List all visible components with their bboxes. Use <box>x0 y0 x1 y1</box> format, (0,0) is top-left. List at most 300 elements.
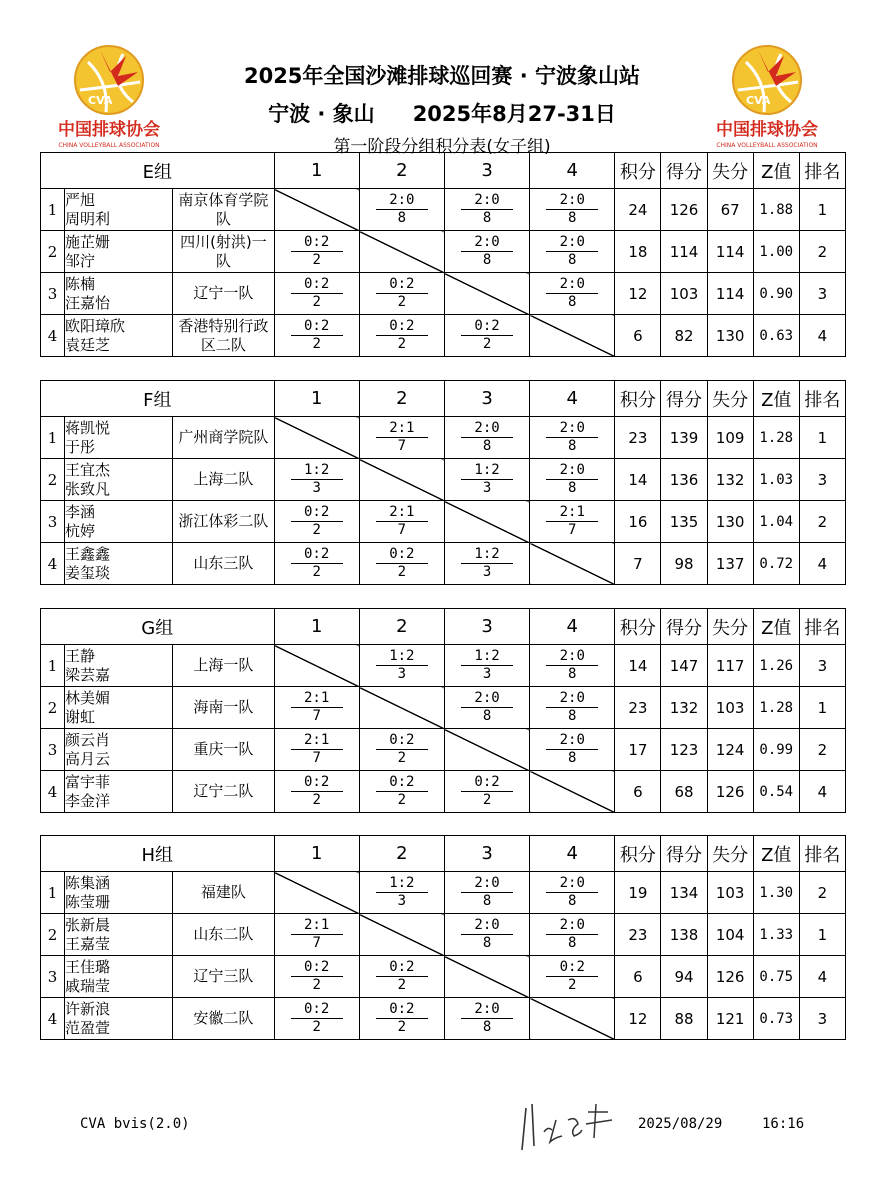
conceded-value: 114 <box>707 273 753 315</box>
z-value: 0.75 <box>753 956 799 998</box>
team-number: 1 <box>41 645 65 687</box>
match-result-cell <box>444 771 529 813</box>
match-result <box>376 732 428 767</box>
z-value: 1.03 <box>753 459 799 501</box>
self-match-cell <box>359 687 444 729</box>
conceded-value: 132 <box>707 459 753 501</box>
match-result <box>376 774 428 809</box>
logo-text: 中国排球协会 <box>58 120 160 140</box>
event-location: 宁波 · 象山 <box>268 102 375 126</box>
rank-value: 2 <box>799 501 845 543</box>
player-names <box>65 459 173 501</box>
match-points: 8 <box>482 893 492 909</box>
match-score: 2:0 <box>461 420 513 438</box>
player-names <box>65 231 173 273</box>
self-match-cell <box>359 914 444 956</box>
match-result-cell <box>359 998 444 1040</box>
team-number: 1 <box>41 417 65 459</box>
match-result-cell <box>444 231 529 273</box>
match-points: 8 <box>482 935 492 951</box>
match-score: 1:2 <box>376 875 428 893</box>
match-score: 1:2 <box>291 462 343 480</box>
team-name: 重庆一队 <box>173 729 274 771</box>
match-score: 0:2 <box>376 318 428 336</box>
match-result <box>291 690 343 725</box>
z-value: 0.73 <box>753 998 799 1040</box>
match-points: 8 <box>482 708 492 724</box>
scored-value: 126 <box>661 189 707 231</box>
match-result <box>461 192 513 227</box>
match-result <box>461 917 513 952</box>
table-row <box>41 956 846 998</box>
table-header-row <box>41 609 846 645</box>
group-name: E组 <box>41 153 275 189</box>
match-result-cell <box>359 501 444 543</box>
team-name: 香港特别行政区二队 <box>173 315 274 357</box>
column-header-scored: 得分 <box>661 836 707 872</box>
logo-text: 中国排球协会 <box>716 120 818 140</box>
z-value: 1.28 <box>753 687 799 729</box>
column-header-c1: 1 <box>274 153 359 189</box>
team-name: 浙江体彩二队 <box>173 501 274 543</box>
logo-subtext: CHINA VOLLEYBALL ASSOCIATION <box>716 142 818 149</box>
match-result-cell <box>444 543 529 585</box>
match-score: 2:0 <box>546 648 598 666</box>
player-name: 欧阳璋欣 <box>65 316 126 335</box>
match-result-cell <box>359 771 444 813</box>
rank-value: 2 <box>799 729 845 771</box>
match-result-cell <box>274 459 359 501</box>
player-name: 施芷姗 <box>65 232 111 251</box>
scored-value: 94 <box>661 956 707 998</box>
match-result-cell <box>444 914 529 956</box>
player-name: 汪嘉怡 <box>65 293 111 312</box>
rank-value: 3 <box>799 645 845 687</box>
match-points: 2 <box>312 977 321 993</box>
rank-value: 1 <box>799 687 845 729</box>
match-result <box>291 462 343 497</box>
conceded-value: 121 <box>707 998 753 1040</box>
table-row <box>41 501 846 543</box>
rank-value: 4 <box>799 315 845 357</box>
column-header-c3: 3 <box>444 381 529 417</box>
points-value: 18 <box>615 231 661 273</box>
rank-value: 1 <box>799 417 845 459</box>
z-value: 1.30 <box>753 872 799 914</box>
self-match-cell <box>274 189 359 231</box>
match-result <box>546 192 598 227</box>
match-score: 2:0 <box>461 1001 513 1019</box>
match-result <box>291 234 343 269</box>
conceded-value: 103 <box>707 687 753 729</box>
player-name: 许新浪 <box>65 999 111 1018</box>
table-row <box>41 645 846 687</box>
match-result <box>291 504 343 539</box>
scored-value: 134 <box>661 872 707 914</box>
match-result-cell <box>274 729 359 771</box>
match-score: 0:2 <box>291 1001 343 1019</box>
table-row <box>41 771 846 813</box>
z-value: 0.54 <box>753 771 799 813</box>
scored-value: 138 <box>661 914 707 956</box>
match-result <box>376 276 428 311</box>
points-value: 12 <box>615 998 661 1040</box>
match-score: 2:0 <box>546 462 598 480</box>
match-points: 7 <box>568 522 577 538</box>
team-number: 3 <box>41 273 65 315</box>
match-result-cell <box>530 914 615 956</box>
player-name: 高月云 <box>65 749 111 768</box>
player-name: 王静 <box>65 646 96 665</box>
match-points: 2 <box>397 336 407 352</box>
column-header-c1: 1 <box>274 609 359 645</box>
team-number: 3 <box>41 729 65 771</box>
team-name: 上海二队 <box>173 459 274 501</box>
match-result-cell <box>274 543 359 585</box>
points-value: 24 <box>615 189 661 231</box>
match-points: 8 <box>568 438 577 454</box>
table-row <box>41 417 846 459</box>
match-score: 0:2 <box>546 959 598 977</box>
column-header-rank: 排名 <box>799 609 845 645</box>
column-header-c3: 3 <box>444 836 529 872</box>
player-name: 李金洋 <box>65 791 111 810</box>
points-value: 7 <box>615 543 661 585</box>
match-points: 8 <box>568 480 577 496</box>
match-score: 0:2 <box>376 546 428 564</box>
match-points: 7 <box>312 750 321 766</box>
match-result <box>461 875 513 910</box>
player-name: 邹泞 <box>65 251 96 270</box>
z-value: 1.28 <box>753 417 799 459</box>
match-points: 3 <box>482 564 492 580</box>
match-score: 2:1 <box>376 504 428 522</box>
match-points: 2 <box>397 977 407 993</box>
column-header-c1: 1 <box>274 381 359 417</box>
team-name: 山东三队 <box>173 543 274 585</box>
table-row <box>41 315 846 357</box>
points-value: 14 <box>615 645 661 687</box>
match-result-cell <box>444 645 529 687</box>
match-result <box>376 420 428 455</box>
scored-value: 147 <box>661 645 707 687</box>
table-row <box>41 189 846 231</box>
team-name: 辽宁三队 <box>173 956 274 998</box>
team-number: 3 <box>41 956 65 998</box>
match-result-cell <box>444 315 529 357</box>
player-name: 王鑫鑫 <box>65 544 111 563</box>
table-header-row <box>41 153 846 189</box>
match-result <box>461 648 513 683</box>
team-number: 4 <box>41 543 65 585</box>
z-value: 0.99 <box>753 729 799 771</box>
match-points: 8 <box>482 210 492 226</box>
points-value: 23 <box>615 417 661 459</box>
match-result <box>546 690 598 725</box>
z-value: 1.04 <box>753 501 799 543</box>
match-points: 8 <box>568 210 577 226</box>
column-header-c4: 4 <box>530 836 615 872</box>
column-header-scored: 得分 <box>661 609 707 645</box>
player-names <box>65 543 173 585</box>
player-name: 李涵 <box>65 502 96 521</box>
match-points: 3 <box>482 480 492 496</box>
scored-value: 139 <box>661 417 707 459</box>
match-score: 0:2 <box>376 959 428 977</box>
match-score: 2:0 <box>461 690 513 708</box>
self-match-cell <box>359 231 444 273</box>
match-result-cell <box>530 273 615 315</box>
table-row <box>41 273 846 315</box>
player-name: 袁廷芝 <box>65 335 111 354</box>
match-points: 8 <box>482 1019 492 1035</box>
z-value: 0.72 <box>753 543 799 585</box>
player-name: 王宜杰 <box>65 460 111 479</box>
match-score: 0:2 <box>376 276 428 294</box>
page-title: 2025年全国沙滩排球巡回赛 · 宁波象山站 <box>243 64 641 88</box>
player-names <box>65 729 173 771</box>
match-score: 0:2 <box>291 318 343 336</box>
match-score: 0:2 <box>376 774 428 792</box>
player-names <box>65 273 173 315</box>
conceded-value: 114 <box>707 231 753 273</box>
column-header-c3: 3 <box>444 609 529 645</box>
match-result <box>291 318 343 353</box>
match-result <box>291 774 343 809</box>
match-result <box>546 648 598 683</box>
column-header-rank: 排名 <box>799 381 845 417</box>
column-header-z: Z值 <box>753 153 799 189</box>
team-name: 广州商学院队 <box>173 417 274 459</box>
z-value: 0.63 <box>753 315 799 357</box>
points-value: 19 <box>615 872 661 914</box>
match-result-cell <box>530 687 615 729</box>
match-result <box>461 1001 513 1036</box>
points-value: 16 <box>615 501 661 543</box>
match-result-cell <box>359 189 444 231</box>
group-table <box>40 608 846 813</box>
match-result <box>546 234 598 269</box>
match-score: 0:2 <box>291 546 343 564</box>
self-match-cell <box>274 645 359 687</box>
match-result-cell <box>274 956 359 998</box>
match-points: 3 <box>397 893 407 909</box>
player-name: 梁芸嘉 <box>65 665 111 684</box>
team-name: 安徽二队 <box>173 998 274 1040</box>
match-points: 2 <box>397 792 407 808</box>
scored-value: 132 <box>661 687 707 729</box>
column-header-c2: 2 <box>359 609 444 645</box>
table-row <box>41 872 846 914</box>
scored-value: 88 <box>661 998 707 1040</box>
column-header-c2: 2 <box>359 381 444 417</box>
match-points: 3 <box>482 666 492 682</box>
match-score: 2:0 <box>546 917 598 935</box>
z-value: 0.90 <box>753 273 799 315</box>
self-match-cell <box>444 729 529 771</box>
table-row <box>41 914 846 956</box>
team-number: 2 <box>41 914 65 956</box>
self-match-cell <box>444 501 529 543</box>
team-name: 山东二队 <box>173 914 274 956</box>
player-name: 戚瑞莹 <box>65 976 111 995</box>
group-table <box>40 380 846 585</box>
match-result-cell <box>444 872 529 914</box>
points-value: 6 <box>615 956 661 998</box>
column-header-c2: 2 <box>359 836 444 872</box>
match-points: 8 <box>568 294 577 310</box>
column-header-rank: 排名 <box>799 153 845 189</box>
match-score: 0:2 <box>461 774 513 792</box>
match-score: 2:0 <box>546 192 598 210</box>
player-name: 张致凡 <box>65 479 111 498</box>
conceded-value: 117 <box>707 645 753 687</box>
match-result-cell <box>359 645 444 687</box>
match-result-cell <box>530 956 615 998</box>
match-score: 0:2 <box>376 732 428 750</box>
match-points: 2 <box>312 564 321 580</box>
match-result <box>291 732 343 767</box>
team-name: 上海一队 <box>173 645 274 687</box>
match-score: 1:2 <box>461 546 513 564</box>
scored-value: 136 <box>661 459 707 501</box>
match-result <box>461 546 513 581</box>
match-result-cell <box>359 273 444 315</box>
scored-value: 98 <box>661 543 707 585</box>
match-result <box>376 504 428 539</box>
player-name: 周明利 <box>65 209 111 228</box>
team-number: 2 <box>41 459 65 501</box>
match-points: 8 <box>482 252 492 268</box>
table-row <box>41 231 846 273</box>
self-match-cell <box>530 543 615 585</box>
player-names <box>65 914 173 956</box>
match-score: 1:2 <box>376 648 428 666</box>
match-result-cell <box>274 273 359 315</box>
match-result <box>291 959 343 994</box>
scored-value: 68 <box>661 771 707 813</box>
player-name: 范盈萱 <box>65 1018 111 1037</box>
column-header-c4: 4 <box>530 153 615 189</box>
match-result <box>291 1001 343 1036</box>
match-result-cell <box>530 231 615 273</box>
match-result-cell <box>530 189 615 231</box>
points-value: 12 <box>615 273 661 315</box>
rank-value: 1 <box>799 189 845 231</box>
match-points: 8 <box>482 438 492 454</box>
team-name: 辽宁二队 <box>173 771 274 813</box>
match-score: 2:1 <box>291 732 343 750</box>
match-score: 2:0 <box>546 276 598 294</box>
match-result <box>376 648 428 683</box>
match-result-cell <box>274 771 359 813</box>
group-table <box>40 152 846 357</box>
match-points: 2 <box>312 336 321 352</box>
match-points: 2 <box>482 792 492 808</box>
match-result-cell <box>530 645 615 687</box>
self-match-cell <box>530 998 615 1040</box>
column-header-z: Z值 <box>753 836 799 872</box>
match-result <box>291 276 343 311</box>
match-result <box>461 234 513 269</box>
match-result <box>461 462 513 497</box>
match-score: 2:1 <box>291 690 343 708</box>
match-result <box>376 1001 428 1036</box>
match-result-cell <box>359 956 444 998</box>
table-row <box>41 459 846 501</box>
match-points: 7 <box>397 522 407 538</box>
table-row <box>41 687 846 729</box>
self-match-cell <box>444 273 529 315</box>
scored-value: 123 <box>661 729 707 771</box>
player-name: 颜云肖 <box>65 730 111 749</box>
match-score: 2:0 <box>461 917 513 935</box>
team-number: 1 <box>41 872 65 914</box>
team-number: 4 <box>41 315 65 357</box>
handwritten-signature <box>512 1090 622 1162</box>
self-match-cell <box>274 417 359 459</box>
logo-abbr: CVA <box>746 94 771 107</box>
column-header-c4: 4 <box>530 609 615 645</box>
z-value: 1.26 <box>753 645 799 687</box>
points-value: 23 <box>615 914 661 956</box>
match-score: 0:2 <box>291 774 343 792</box>
match-result-cell <box>444 459 529 501</box>
group-name: H组 <box>41 836 275 872</box>
self-match-cell <box>530 315 615 357</box>
match-result-cell <box>359 315 444 357</box>
self-match-cell <box>359 459 444 501</box>
team-number: 4 <box>41 771 65 813</box>
conceded-value: 103 <box>707 872 753 914</box>
player-name: 姜玺琰 <box>65 563 111 582</box>
match-result-cell <box>274 501 359 543</box>
match-points: 2 <box>397 1019 407 1035</box>
match-result <box>546 917 598 952</box>
match-score: 2:0 <box>546 875 598 893</box>
column-header-c3: 3 <box>444 153 529 189</box>
rank-value: 4 <box>799 543 845 585</box>
page-subtitle <box>0 98 884 128</box>
z-value: 1.33 <box>753 914 799 956</box>
match-result <box>376 959 428 994</box>
rank-value: 4 <box>799 956 845 998</box>
column-header-rank: 排名 <box>799 836 845 872</box>
match-score: 2:0 <box>546 420 598 438</box>
player-names <box>65 687 173 729</box>
conceded-value: 104 <box>707 914 753 956</box>
player-names <box>65 315 173 357</box>
match-result <box>376 318 428 353</box>
software-version: CVA bvis(2.0) <box>80 1116 190 1132</box>
rank-value: 1 <box>799 914 845 956</box>
match-points: 2 <box>482 336 492 352</box>
player-names <box>65 501 173 543</box>
match-result-cell <box>359 543 444 585</box>
player-name: 蒋凯悦 <box>65 418 111 437</box>
match-result <box>461 690 513 725</box>
match-points: 2 <box>397 294 407 310</box>
player-names <box>65 771 173 813</box>
logo-abbr: CVA <box>88 94 113 107</box>
match-score: 0:2 <box>461 318 513 336</box>
match-score: 2:0 <box>546 690 598 708</box>
table-row <box>41 998 846 1040</box>
match-score: 0:2 <box>291 959 343 977</box>
scored-value: 135 <box>661 501 707 543</box>
conceded-value: 109 <box>707 417 753 459</box>
group-name: F组 <box>41 381 275 417</box>
